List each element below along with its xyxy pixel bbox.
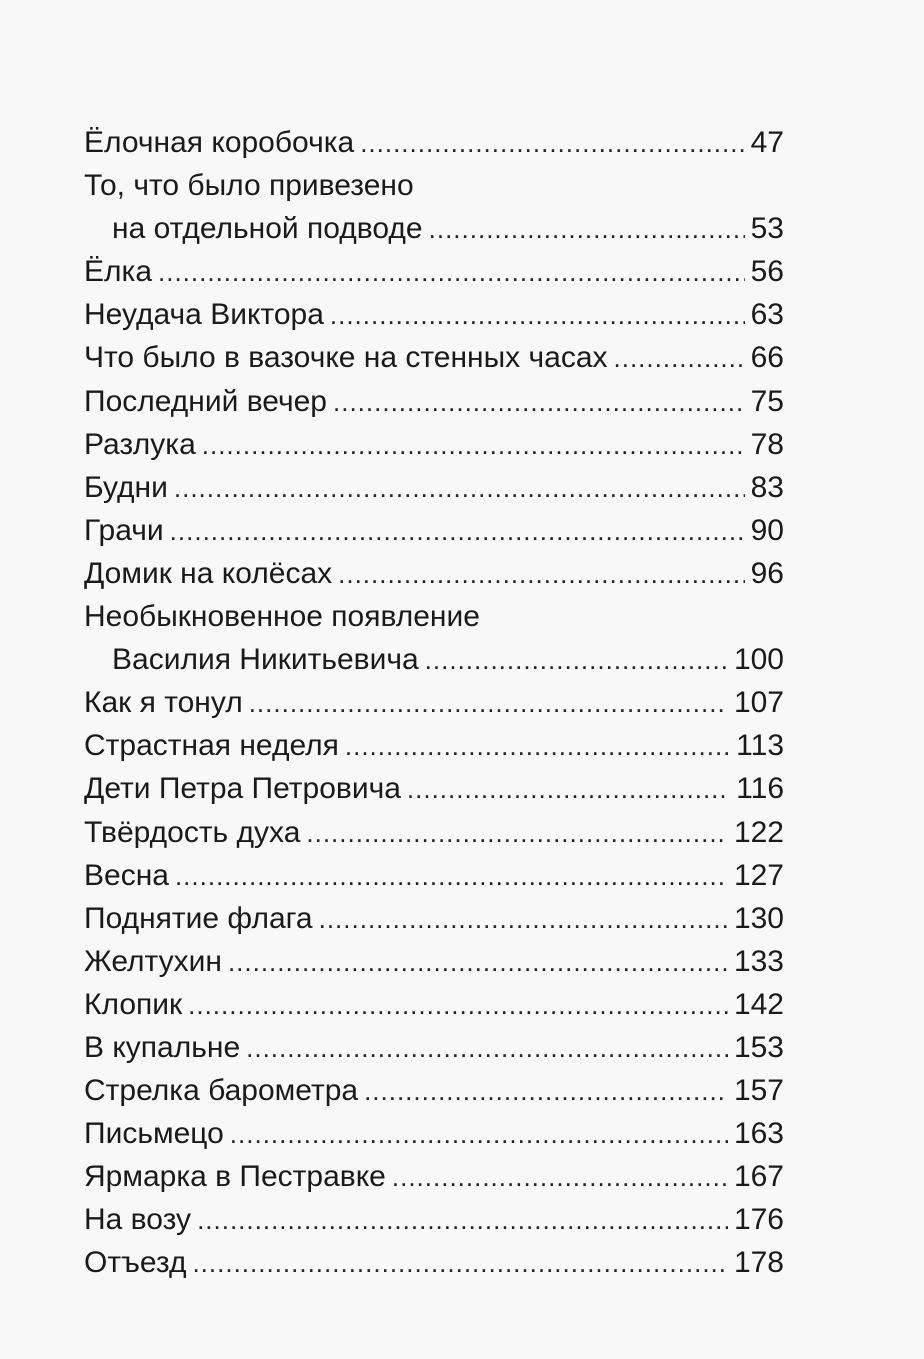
dot-leader [392, 1156, 728, 1199]
toc-entry [84, 1112, 784, 1155]
toc-entry-page: 127 [733, 858, 784, 892]
toc-entry [84, 1069, 784, 1112]
dot-leader [175, 855, 728, 898]
toc-entry [84, 940, 784, 983]
toc-entry [84, 1155, 784, 1198]
dot-leader [364, 1070, 728, 1113]
toc-entry-page: 116 [736, 772, 784, 806]
toc-entry-title: Клопик [84, 987, 183, 1021]
toc-entry [84, 380, 784, 423]
dot-leader [158, 251, 745, 294]
toc-entry-title: Домик на колёсах [84, 556, 333, 590]
toc-entry-title: Василия Никитьевича [112, 643, 419, 677]
toc-entry-title: Будни [84, 470, 168, 504]
toc-entry-title: Стрелка барометра [84, 1074, 359, 1108]
toc-entry-page: 56 [750, 255, 784, 289]
toc-entry [84, 293, 784, 336]
toc-entry [84, 121, 784, 164]
toc-entry [84, 897, 784, 940]
dot-leader [330, 294, 745, 337]
toc-entry-title: Ёлка [84, 255, 152, 289]
toc-entry-title: Отъезд [84, 1246, 187, 1280]
toc-entry [84, 552, 784, 595]
table-of-contents [84, 121, 784, 1285]
toc-entry-page: 176 [733, 1203, 784, 1237]
toc-entry-title: Желтухин [84, 944, 222, 978]
toc-entry-page: 178 [733, 1246, 784, 1280]
dot-leader [360, 122, 744, 165]
toc-entry [84, 983, 784, 1026]
toc-entry-page: 78 [750, 427, 784, 461]
toc-entry-title: Дети Петра Петровича [84, 772, 401, 806]
dot-leader [170, 510, 745, 553]
toc-entry [84, 466, 784, 509]
toc-entry-page: 107 [733, 686, 784, 720]
dot-leader [425, 639, 728, 682]
dot-leader [338, 553, 744, 596]
toc-entry-title-first-line: Необыкновенное появление [84, 600, 480, 634]
toc-entry-page: 163 [733, 1117, 784, 1151]
toc-entry-title: Что было в вазочке на стенных часах [84, 341, 608, 375]
toc-entry [84, 854, 784, 897]
toc-entry-page: 113 [736, 729, 784, 763]
dot-leader [197, 1199, 728, 1242]
dot-leader [345, 725, 730, 768]
toc-entry-title: На возу [84, 1203, 192, 1237]
toc-entry [84, 638, 784, 681]
dot-leader [192, 1242, 727, 1285]
toc-entry-page: 47 [750, 126, 784, 159]
toc-entry [84, 724, 784, 767]
toc-entry-title: Грачи [84, 513, 164, 547]
toc-entry-page: 96 [750, 556, 784, 590]
toc-entry [84, 1241, 784, 1284]
toc-entry-page: 122 [733, 815, 784, 849]
toc-entry-title-line [84, 595, 784, 638]
toc-entry-title: Весна [84, 858, 169, 892]
toc-entry-page: 157 [733, 1074, 784, 1108]
dot-leader [306, 812, 728, 855]
dot-leader [249, 682, 728, 725]
toc-entry [84, 336, 784, 379]
toc-entry [84, 681, 784, 724]
toc-entry-title: Неудача Виктора [84, 298, 324, 332]
toc-entry [84, 1026, 784, 1069]
toc-entry-page: 133 [733, 944, 784, 978]
dot-leader [246, 1027, 728, 1070]
toc-entry [84, 811, 784, 854]
toc-entry-title: на отдельной подводе [112, 212, 423, 246]
toc-entry-page: 66 [750, 341, 784, 375]
dot-leader [614, 337, 745, 380]
toc-entry-title: Письмецо [84, 1117, 224, 1151]
toc-entry-title: В купальне [84, 1030, 241, 1064]
toc-entry-title: Ёлочная коробочка [84, 126, 355, 159]
toc-entry-title: Разлука [84, 427, 196, 461]
toc-entry-page: 53 [750, 212, 784, 246]
toc-entry-page: 63 [750, 298, 784, 332]
toc-entry [84, 1198, 784, 1241]
toc-entry-title-first-line: То, что было привезено [84, 169, 414, 203]
toc-entry [84, 509, 784, 552]
toc-entry-title: Страстная неделя [84, 729, 339, 763]
toc-entry-page: 167 [733, 1160, 784, 1194]
toc-entry-page: 100 [733, 643, 784, 677]
toc-entry-title: Как я тонул [84, 686, 243, 720]
toc-entry [84, 767, 784, 810]
toc-entry [84, 207, 784, 250]
toc-entry [84, 250, 784, 293]
dot-leader [230, 1113, 728, 1156]
toc-entry-page: 83 [750, 470, 784, 504]
dot-leader [188, 984, 728, 1027]
toc-entry [84, 423, 784, 466]
dot-leader [407, 768, 730, 811]
dot-leader [319, 898, 728, 941]
toc-entry-page: 130 [733, 901, 784, 935]
toc-entry-title: Ярмарка в Пестравке [84, 1160, 386, 1194]
dot-leader [429, 208, 745, 251]
dot-leader [174, 467, 745, 510]
toc-entry-page: 90 [750, 513, 784, 547]
toc-entry-page: 153 [733, 1030, 784, 1064]
toc-entry-title: Твёрдость духа [84, 815, 301, 849]
dot-leader [228, 941, 728, 984]
toc-entry-title: Поднятие флага [84, 901, 313, 935]
dot-leader [202, 424, 745, 467]
toc-entry-title: Последний вечер [84, 384, 327, 418]
toc-entry-page: 142 [733, 987, 784, 1021]
toc-entry-title-line [84, 164, 784, 207]
dot-leader [333, 381, 745, 424]
toc-entry-page: 75 [750, 384, 784, 418]
